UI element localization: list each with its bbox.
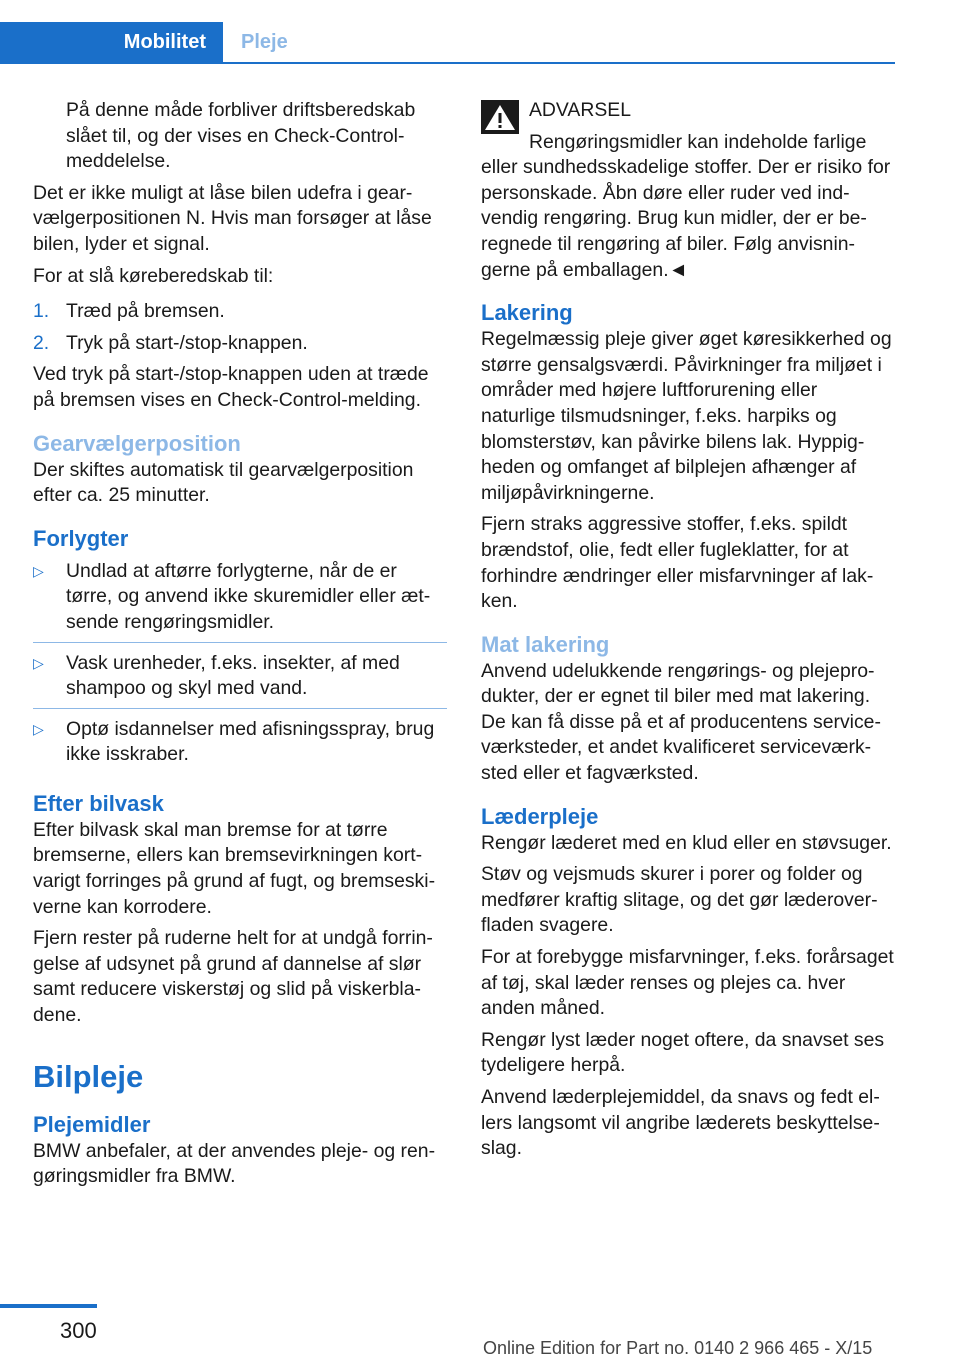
paint-paragraph-2: Fjern straks aggressive stoffer, f.eks. spildt brændstof, olie, fedt eller fugleklatter, for at forhindre ændringer eller misfarvninger af lakken. — [481, 513, 874, 613]
list-item — [33, 717, 447, 774]
heading-forlygter: Forlygter — [33, 525, 129, 551]
warning-title: ADVARSEL — [529, 99, 632, 121]
right-column — [481, 98, 895, 1168]
care-products-paragraph: BMW anbefaler, at der anvendes pleje- og rengøringsmidler fra BMW. — [33, 1139, 436, 1188]
warning-text — [481, 130, 895, 284]
step-text: Træd på bremsen. — [66, 300, 225, 323]
ready-paragraph: For at slå køreberedskab til: — [33, 264, 274, 287]
warning-text-content: Rengøringsmidler kan indeholde farlige eller sundhedsskadelige stoffer. Der er risiko for personskade. Åbn døre eller ruder ved indvendig rengøring. Brug kun midler, der er beregnede til rengøring af biler. Følg anvisningerne på emballagen.◄ — [481, 130, 891, 281]
lock-paragraph: Det er ikke muligt at låse bilen udefra i gearvælgerpositionen N. Hvis man forsøger at låse bilen, lyder et signal. — [33, 181, 432, 255]
edition-text: Online Edition for Part no. 0140 2 966 465 - X/15 — [483, 1338, 873, 1358]
paint-paragraph-1: Regelmæssig pleje giver øget køresikkerhed og større gensalgsværdi. Påvirkninger fra miljøet i områder med højere luftforurening eller naturlige tilsmudsninger, f.eks. harpiks og blomsterstøv, kan påvirke bilens lak. Hyppigheden og omfanget af bilplejen afhænger af miljøpåvirkningerne. — [481, 328, 892, 504]
heading-lakering: Lakering — [481, 300, 573, 326]
carwash-paragraph-2: Fjern rester på ruderne helt for at undgå forringelse af udsynet på grund af dannelse af slør samt reducere viskerstøj og slid på viskerbladene. — [33, 927, 433, 1027]
list-item — [33, 559, 447, 643]
warning-icon — [481, 100, 519, 134]
heading-efter-bilvask: Efter bilvask — [33, 790, 164, 816]
headlight-list — [33, 559, 447, 774]
intro-paragraph: På denne måde forbliver driftsberedskab slået til, og der vises en Check-Control-meddelelse. — [66, 99, 416, 173]
warning-box — [481, 98, 895, 283]
bullet-text: Vask urenheder, f.eks. insekter, af med shampoo og skyl med vand. — [66, 651, 400, 700]
triangle-bullet-icon: ▷ — [33, 654, 44, 671]
footer-accent-line — [0, 1304, 97, 1308]
left-column — [33, 98, 447, 1196]
heading-gearvaelgerposition: Gearvælgerposition — [33, 430, 241, 456]
steps-list — [33, 299, 447, 356]
leather-paragraph-1: Rengør læderet med en klud eller en støvsuger. — [481, 831, 892, 854]
tab-pleje[interactable]: Pleje — [241, 31, 288, 53]
step-text: Tryk på start-/stop-knappen. — [66, 331, 308, 354]
step-number: 1. — [33, 300, 50, 323]
page-number: 300 — [60, 1318, 97, 1343]
list-item — [33, 299, 447, 325]
carwash-paragraph-1: Efter bilvask skal man bremse for at tørre bremserne, ellers kan bremsevirkningen kortvarigt forringes på grund af fugt, og bremseskiverne kan korrodere. — [33, 818, 436, 918]
heading-plejemidler: Plejemidler — [33, 1111, 151, 1137]
step-number: 2. — [33, 331, 50, 354]
triangle-bullet-icon: ▷ — [33, 562, 44, 579]
bullet-text: Undlad at aftørre forlygterne, når de er tørre, og anvend ikke skuremidler eller ætsende rengøringsmidler. — [66, 559, 431, 633]
brake-paragraph: Ved tryk på start-/stop-knappen uden at træde på bremsen vises en Check-Control-melding. — [33, 363, 429, 411]
list-item — [33, 651, 447, 709]
heading-laederpleje: Læderpleje — [481, 803, 599, 829]
heading-mat-lakering: Mat lakering — [481, 631, 610, 657]
leather-paragraph-4: Rengør lyst læder noget oftere, da snavset ses tydeligere herpå. — [481, 1028, 885, 1077]
triangle-bullet-icon: ▷ — [33, 720, 44, 737]
list-item — [33, 331, 447, 357]
section-tab-bar — [0, 22, 895, 64]
leather-paragraph-3: For at forebygge misfarvninger, f.eks. forårsaget af tøj, skal læder renses og plejes ca. hver anden måned. — [481, 946, 894, 1020]
bullet-text: Optø isdannelser med afisningsspray, brug ikke isskraber. — [66, 717, 435, 766]
heading-bilpleje: Bilpleje — [33, 1058, 144, 1094]
gear-paragraph: Der skiftes automatisk til gearvælgerposition efter ca. 25 minutter. — [33, 458, 414, 507]
matte-paint-paragraph: Anvend udelukkende rengørings- og plejeprodukter, der er egnet til biler med mat lakering. De kan få disse på et af producentens serviceværksteder, et andet kvalificeret serviceværksted eller et fagværksted. — [481, 659, 881, 785]
tab-mobilitet[interactable]: Mobilitet — [0, 22, 223, 62]
leather-paragraph-5: Anvend læderplejemiddel, da snavs og fedt ellers langsomt vil angribe læderets beskyttelseslag. — [481, 1086, 880, 1160]
leather-paragraph-2: Støv og vejsmuds skurer i porer og folder og medfører kraftig slitage, og det gør læderoverfladen svagere. — [481, 863, 878, 937]
